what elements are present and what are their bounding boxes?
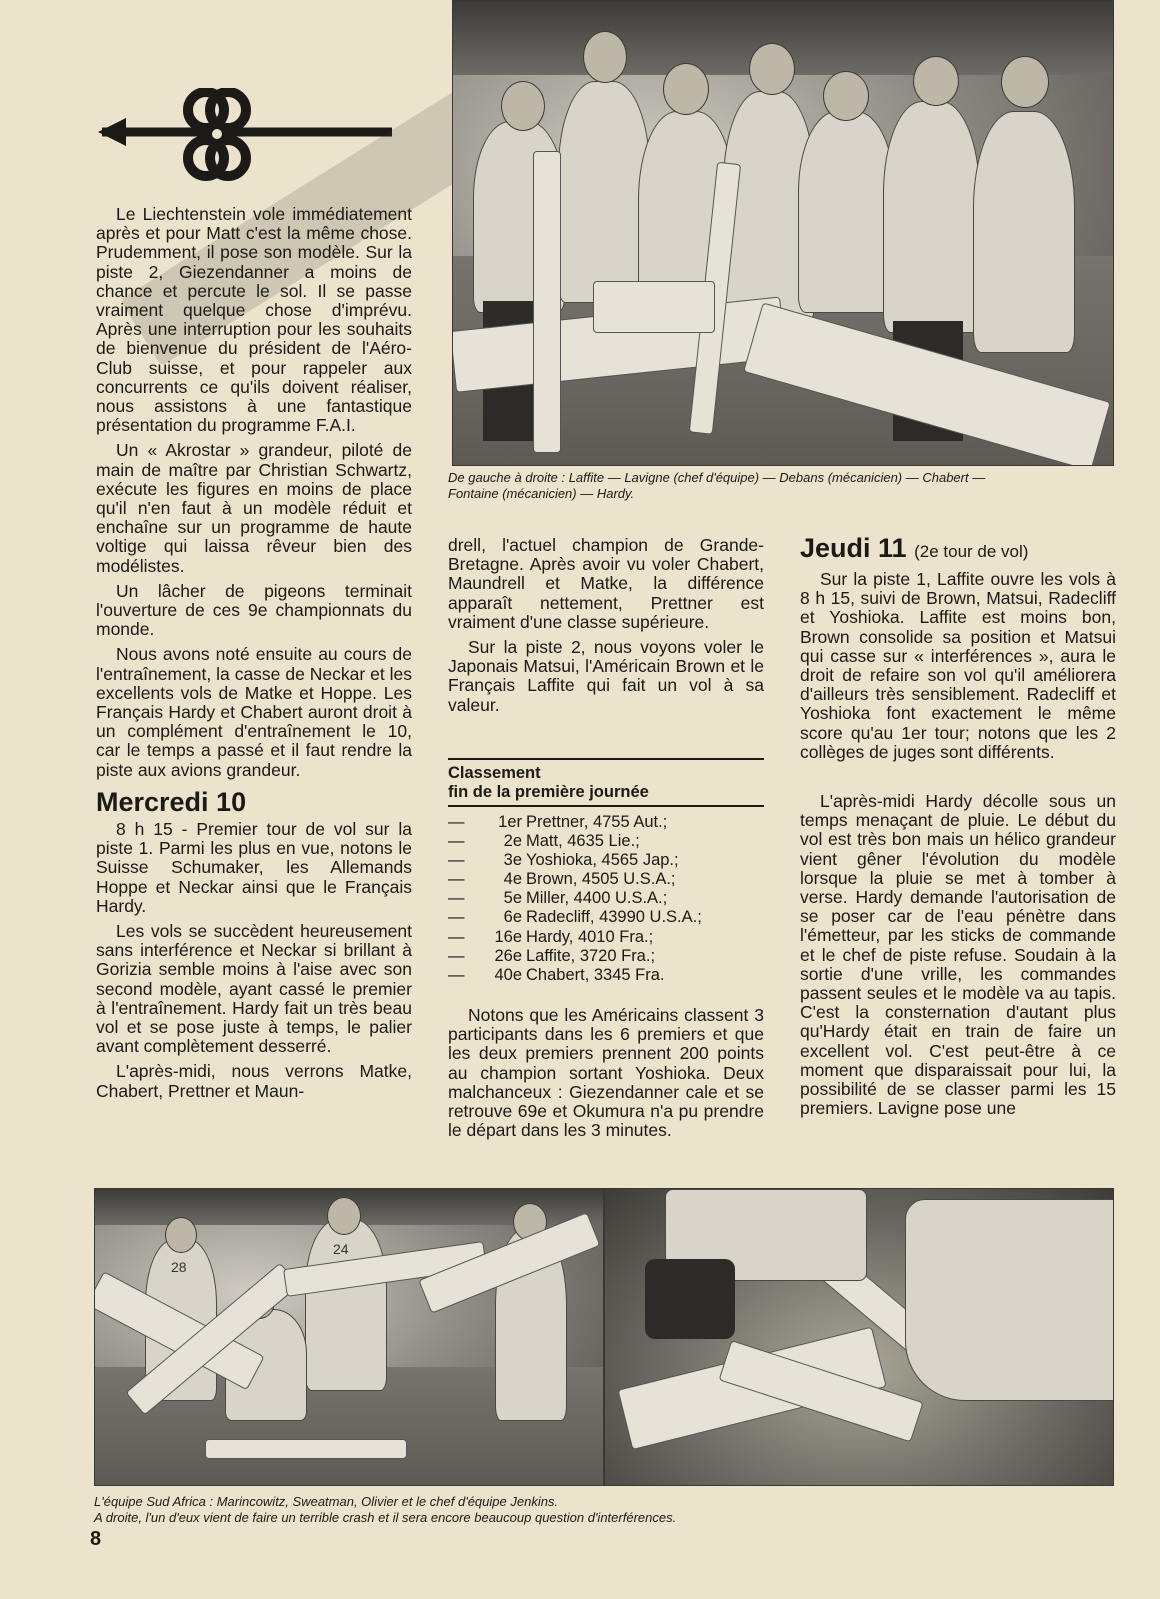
- rank: 6e: [503, 908, 522, 927]
- bib-number-2: 24: [333, 1241, 349, 1257]
- paragraph: Sur la piste 1, Laffite ouvre les vols à 8 h 15, suivi de Brown, Matsui, Radecliff et Yoshioka. Laffite est moins bon, Brown consolide sa position et Matsui qui casse sur « interférences », aura le droit de refaire son vol qu'il améliorera d'ailleurs très sensiblement. Radecliff et Yoshioka font exactement le même score qu'au 1er tour; notons que les 2 collèges de juges sont différents.: [800, 569, 1116, 762]
- list-item: — 16e Hardy, 4010 Fra.;: [448, 927, 654, 946]
- top-caption-line-1: De gauche à droite : Laffite — Lavigne (chef d'équipe) — Debans (mécanicien) — Chabert —: [448, 470, 986, 485]
- rank: 1er: [498, 813, 522, 831]
- paragraph: Le Liechtenstein vole immédiatement après et pour Matt c'est la même chose. Prudemment, il pose son modèle. Sur la piste 2, Giezendanner a moins de chance et percute le sol. Il se passe vraiment quelque chose d'imprévu. Après une interruption pour les souhaits de bienvenue du président de l'Aéro-Club suisse, et pour rappeler aux concurrents ce qu'ils doivent réaliser, nous assistons à une fantastique présentation du programme F.A.I.: [96, 204, 412, 436]
- rank-text: Yoshioka, 4565 Jap.;: [526, 851, 679, 870]
- list-item: — 3e Yoshioka, 4565 Jap.;: [448, 851, 679, 870]
- ranking-box: [448, 758, 764, 985]
- heading-jeudi-main: Jeudi 11: [800, 533, 907, 563]
- list-item: — 4e Brown, 4505 U.S.A.;: [448, 870, 676, 889]
- rank-text: Miller, 4400 U.S.A.;: [526, 889, 668, 908]
- heading-jeudi-sub: (2e tour de vol): [914, 542, 1029, 561]
- column-3: [800, 532, 1116, 1124]
- rank: 3e: [503, 851, 522, 870]
- page-number: 8: [90, 1528, 102, 1550]
- paragraph: Notons que les Américains classent 3 participants dans les 6 premiers et que les deux premiers prennent 200 points au champion sortant Yoshioka. Deux malchanceux : Giezendanner cale et se retrouve 69e et Okumura n'a pu prendre le départ dans les 3 minutes.: [448, 1005, 764, 1141]
- bottom-caption-line-2: A droite, l'un d'eux vient de faire un terrible crash et il sera encore beaucoup question d'interférences.: [94, 1510, 677, 1525]
- crash-photo: [604, 1188, 1114, 1486]
- list-item: — 40e Chabert, 3345 Fra.: [448, 965, 665, 984]
- bib-number-1: 28: [171, 1259, 187, 1275]
- team-france-photo: [452, 0, 1114, 466]
- paragraph: Un « Akrostar » grandeur, piloté de main de maître par Christian Schwartz, exécute les figures en moins de place qu'il n'en faut à un modèle réduit et enchaîne sur un programme de haute voltige qui laissa rêveur bien des modélistes.: [96, 440, 412, 576]
- paragraph: drell, l'actuel champion de Grande-Bretagne. Après avoir vu voler Chabert, Maundrell et Matke, la différence apparaît nettement, Prettner est vraiment d'une classe supérieure.: [448, 535, 764, 632]
- rank: 4e: [503, 870, 522, 889]
- ranking-title-line-1: Classement: [448, 764, 541, 782]
- list-item: — 5e Miller, 4400 U.S.A.;: [448, 889, 668, 908]
- top-photo-caption: [448, 470, 1108, 502]
- bottom-caption-line-1: L'équipe Sud Africa : Marincowitz, Sweatman, Olivier et le chef d'équipe Jenkins.: [94, 1494, 559, 1509]
- ranking-title-line-2: fin de la première journée: [448, 783, 649, 801]
- paragraph: Un lâcher de pigeons terminait l'ouverture de ces 9e championnats du monde.: [96, 580, 412, 640]
- rank-text: Radecliff, 43990 U.S.A.;: [526, 908, 702, 927]
- rank: 2e: [503, 832, 522, 851]
- list-item: — 2e Matt, 4635 Lie.;: [448, 832, 640, 851]
- rank-text: Laffite, 3720 Fra.;: [526, 946, 656, 965]
- ranking-list: [448, 813, 764, 985]
- rank: 26e: [494, 946, 522, 965]
- column-2: [448, 536, 764, 721]
- column-2-bottom: [448, 1006, 764, 1146]
- paragraph: L'après-midi Hardy décolle sous un temps menaçant de pluie. Le début du vol est très bon mais un hélico grandeur vient gêner l'évolution du modèle lorsque la pluie se met à tomber à verse. Hardy demande l'autorisation de se poser car de l'eau pénètre dans l'émetteur, par les sticks de commande et le chef de piste refuse. Soudain à la sortie d'une vrille, les commandes passent seules et le modèle va au tapis. C'est la consternation d'autant plus qu'Hardy était en train de faire un excellent vol. C'est peut-être à ce moment que disparaissait pour lui, la possibilité de se classer parmi les 15 premiers. Lavigne pose une: [800, 791, 1116, 1119]
- rank-text: Hardy, 4010 Fra.;: [526, 927, 654, 946]
- rank: 5e: [503, 889, 522, 908]
- rank: 16e: [494, 927, 522, 946]
- paragraph: L'après-midi, nous verrons Matke, Chabert, Prettner et Maun-: [96, 1061, 412, 1101]
- paragraph: Sur la piste 2, nous voyons voler le Japonais Matsui, l'Américain Brown et le Français Laffite qui fait un vol à sa valeur.: [448, 637, 764, 715]
- rank: 40e: [494, 965, 522, 984]
- section-heading-mercredi: Mercredi 10: [96, 786, 247, 817]
- bottom-photo-caption: [94, 1494, 1104, 1526]
- team-south-africa-photo: [94, 1188, 604, 1486]
- top-caption-line-2: Fontaine (mécanicien) — Hardy.: [448, 486, 635, 501]
- list-item: — 1er Prettner, 4755 Aut.;: [448, 813, 668, 831]
- rank-text: Prettner, 4755 Aut.;: [526, 813, 668, 831]
- ranking-title: [448, 758, 764, 807]
- paragraph: Les vols se succèdent heureusement sans interférence et Neckar si brillant à Gorizia semble moins à l'aise avec son second modèle, ayant cassé le premier à l'entraînement. Hardy fait un très beau vol et se pose juste à temps, le palier avant complètement desserré.: [96, 920, 412, 1057]
- paragraph: 8 h 15 - Premier tour de vol sur la piste 1. Parmi les plus en vue, notons le Suisse Schumaker, les Allemands Hoppe et Neckar ainsi que le Français Hardy.: [96, 818, 412, 916]
- paragraph: Nous avons noté ensuite au cours de l'entraînement, la casse de Neckar et les excellents vols de Matke et Hoppe. Les Français Hardy et Chabert auront droit à un complément d'entraînement le 10, car le temps a passé et il faut rendre la piste aux avions grandeur.: [96, 644, 412, 780]
- section-heading-jeudi: [800, 532, 1116, 568]
- rank-text: Matt, 4635 Lie.;: [526, 832, 640, 851]
- rank-text: Chabert, 3345 Fra.: [526, 965, 665, 984]
- rank-text: Brown, 4505 U.S.A.;: [526, 870, 676, 889]
- list-item: — 26e Laffite, 3720 Fra.;: [448, 946, 656, 965]
- list-item: — 6e Radecliff, 43990 U.S.A.;: [448, 908, 702, 927]
- column-1: [96, 205, 412, 1107]
